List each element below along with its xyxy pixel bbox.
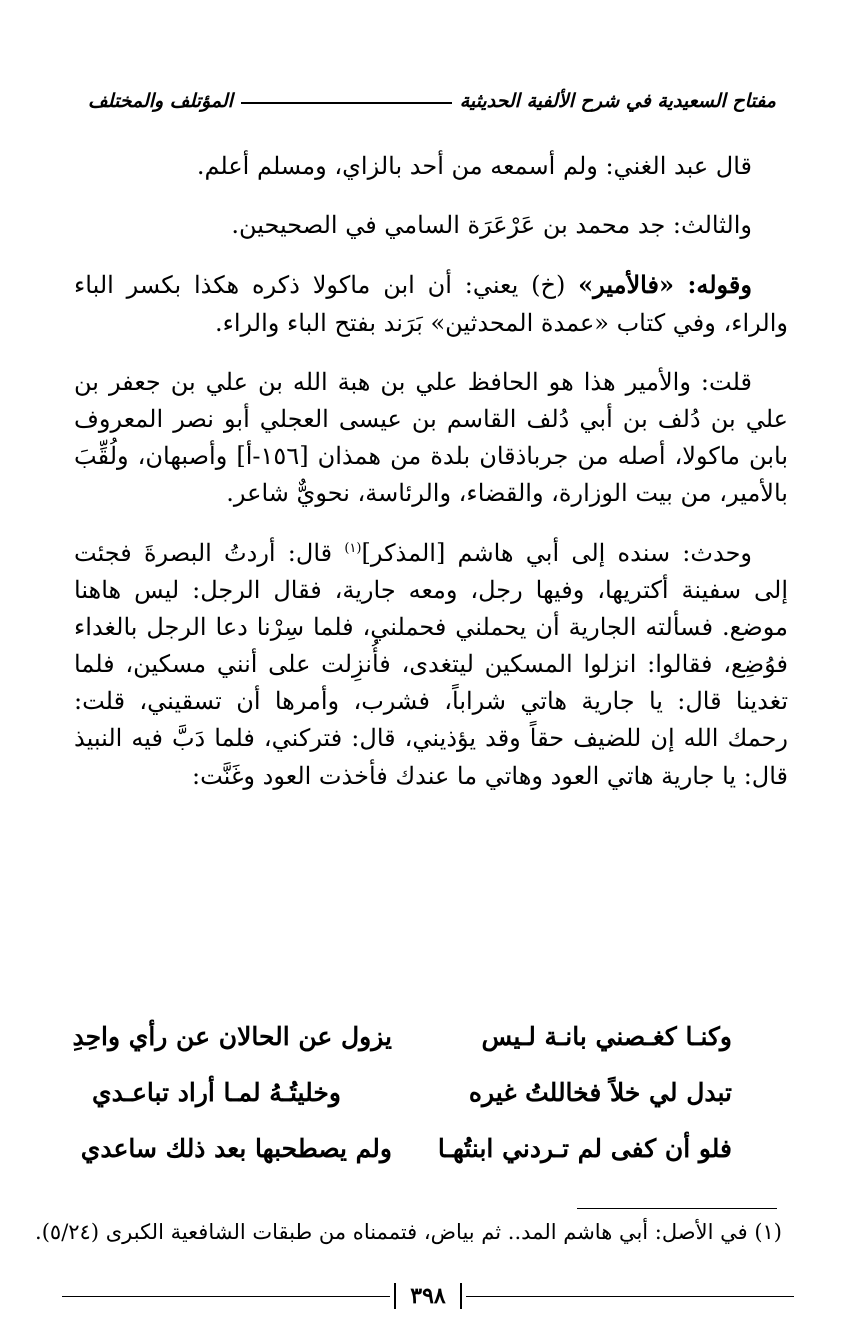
book-title: مفتاح السعيدية في شرح الألفية الحديثية (459, 90, 776, 112)
footnote-marker: (١) (344, 540, 362, 556)
footer-rule-left (62, 1296, 390, 1297)
paragraph-3 (74, 266, 788, 341)
verse-first-hemistich: وكنـا كغـصني بانـة لـيس (481, 1021, 732, 1051)
page-footer (62, 1276, 794, 1316)
verse-first-hemistich: تبدل لي خلاً فخاللتُ غيره (468, 1077, 732, 1107)
header-rule (241, 102, 452, 104)
paragraph-1: قال عبد الغني: ولم أسمعه من أحد بالزاي، ومسلم أعلم. (196, 152, 752, 180)
poem-verse (92, 1064, 732, 1120)
footnote: (١) في الأصل: أبي هاشم المد.. ثم بياض، فتممناه من طبقات الشافعية الكبرى (٥/٢٤). (35, 1220, 782, 1244)
main-text (74, 148, 788, 813)
verse-second-hemistich: وخليتُـهُ لمـا أراد تباعـدي (92, 1077, 341, 1107)
paragraph-3-text: (خ) يعني: أن ابن ماكولا ذكره هكذا بكسر الباء والراء، وفي كتاب «عمدة المحدثين» بَرَند بفتح الباء والراء. (74, 271, 788, 337)
running-header (88, 80, 776, 112)
verse-second-hemistich: ولم يصطحبها بعد ذلك ساعدي (80, 1133, 392, 1163)
footer-rule-right (466, 1296, 794, 1297)
paragraph-5-start: وحدث: سنده إلى أبي هاشم [المذكر] (361, 538, 752, 567)
poem-verse (80, 1120, 732, 1176)
paragraph-5-text: قال: أردتُ البصرةَ فجئت إلى سفينة أكتريها، وفيها رجل، ومعه جارية، فقال الرجل: ليس هاهنا موضع. فسألته الجارية أن يحملني فحملني، فلما سِرْنا دعا الرجل بالغداء فوُضِع، فقالوا: انزلوا المسكين ليتغدى، فأُنزِلت على أنني مسكين، فلما تغدينا قال: يا جارية هاتي شراباً، فشرب، وأمرها أن تسقيني، قلت: رحمك الله إن للضيف حقاً وقد يؤذيني، قال: فتركني، فلما دَبَّ فيه النبيذ قال: يا جارية هاتي العود وهاتي ما عندك فأخذت العود وغَنَّت: (74, 538, 789, 790)
verse-second-hemistich: يزول عن الحالان عن رأي واحِدِ (72, 1021, 392, 1051)
section-title: المؤتلف والمختلف (88, 90, 233, 112)
verse-first-hemistich: فلو أن كفى لم تـردني ابنتُهـا (437, 1133, 732, 1163)
paragraph-2: والثالث: جد محمد بن عَرْعَرَة السامي في الصحيحين. (231, 211, 752, 240)
paragraph-4: قلت: والأمير هذا هو الحافظ علي بن هبة الله بن علي بن جعفر بن علي بن دُلف بن أبي دُلف القاسم بن عيسى العجلي أبو نصر المعروف بابن ماكولا، أصله من جرباذقان بلدة من همذان [١٥٦-أ] وأصبهان، ولُقِّبَ بالأمير، من بيت الوزارة، والقضاء، والرئاسة، نحويٌّ شاعر. (74, 367, 788, 508)
paragraph-5 (74, 535, 788, 795)
footnote-separator (577, 1208, 777, 1209)
poem-verse (72, 1008, 732, 1064)
quoted-term: وقوله: «فالأمير» (578, 270, 752, 300)
page-number: ٣٩٨ (394, 1283, 461, 1309)
poem (72, 1008, 732, 1176)
